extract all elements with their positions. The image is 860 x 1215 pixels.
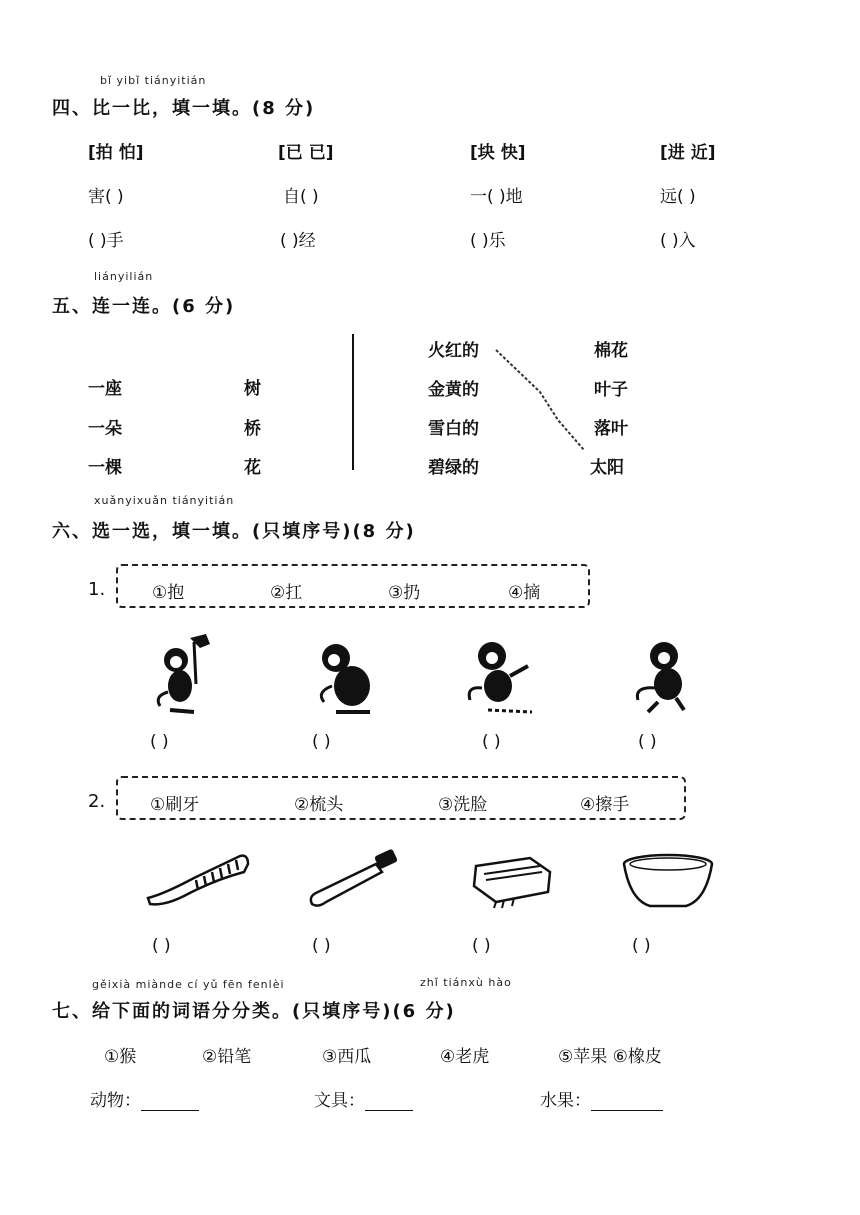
monkey-throwing-icon <box>462 636 542 716</box>
s4-row1-3[interactable]: 一( )地 <box>470 187 523 207</box>
s7-category-animal <box>90 1086 199 1111</box>
s5-right-item-2[interactable]: 金黄的 <box>428 380 479 400</box>
section6-title: 六、选一选，填一填。(只填序号)(8 分) <box>52 521 416 542</box>
s7-category-stationery <box>314 1086 413 1111</box>
s6-q1-option-1: ①抱 <box>152 583 185 603</box>
s5-left-item-3[interactable]: 一棵 <box>88 458 122 478</box>
section5-pinyin: liányilián <box>94 270 154 283</box>
s5-left-item-2[interactable]: 一朵 <box>88 419 122 439</box>
s5-right-target-2[interactable]: 叶子 <box>594 380 628 400</box>
washbasin-icon <box>620 852 716 910</box>
s6-q1-answer-3[interactable]: ( ) <box>482 732 501 752</box>
comb-icon <box>144 850 250 906</box>
monkey-carrying-icon <box>312 636 382 716</box>
s6-q2-option-3: ③洗脸 <box>438 795 488 815</box>
section5-title: 五、连一连。(6 分) <box>52 296 236 317</box>
s6-q1-option-4: ④摘 <box>508 583 541 603</box>
s6-q2-option-4: ④擦手 <box>580 795 630 815</box>
s7-category-stationery-label: 文具： <box>314 1091 365 1111</box>
s6-q2-option-1: ①刷牙 <box>150 795 200 815</box>
s4-row2-2[interactable]: ( )经 <box>280 231 316 251</box>
s7-word-5: ⑤苹果 ⑥橡皮 <box>558 1047 662 1067</box>
s6-q2-answer-2[interactable]: ( ) <box>312 936 331 956</box>
s7-stationery-blank[interactable] <box>365 1092 413 1111</box>
s6-q2-option-2: ②梳头 <box>294 795 344 815</box>
s4-pair-4: [进 近] <box>660 143 716 163</box>
s7-word-3: ③西瓜 <box>322 1047 372 1067</box>
s4-row1-4[interactable]: 远( ) <box>660 187 696 207</box>
s6-q2-answer-1[interactable]: ( ) <box>152 936 171 956</box>
s6-q2-answer-3[interactable]: ( ) <box>472 936 491 956</box>
s7-animal-blank[interactable] <box>141 1092 199 1111</box>
s6-q1-option-3: ③扔 <box>388 583 421 603</box>
s6-q1-option-2: ②扛 <box>270 583 303 603</box>
s5-right-item-1[interactable]: 火红的 <box>428 341 479 361</box>
s7-fruit-blank[interactable] <box>591 1092 663 1111</box>
s5-right-item-4[interactable]: 碧绿的 <box>428 458 479 478</box>
s5-left-target-2[interactable]: 桥 <box>244 419 261 439</box>
s7-category-fruit-label: 水果： <box>540 1091 591 1111</box>
section7-pinyin-2: zhǐ tiánxù hào <box>420 976 512 989</box>
s6-q2-number: 2. <box>88 791 106 812</box>
toothbrush-icon <box>306 850 402 910</box>
s5-right-target-1[interactable]: 棉花 <box>594 341 628 361</box>
s7-category-animal-label: 动物： <box>90 1091 141 1111</box>
s6-q1-answer-4[interactable]: ( ) <box>638 732 657 752</box>
s5-left-item-1[interactable]: 一座 <box>88 379 122 399</box>
s7-category-fruit <box>540 1086 663 1111</box>
section4-title: 四、比一比，填一填。(8 分) <box>52 98 316 119</box>
s4-row1-2[interactable]: 自( ) <box>283 187 319 207</box>
monkey-picking-icon <box>150 634 220 716</box>
s5-left-target-1[interactable]: 树 <box>244 379 261 399</box>
s6-q1-answer-1[interactable]: ( ) <box>150 732 169 752</box>
s4-row2-1[interactable]: ( )手 <box>88 231 124 251</box>
s5-right-item-3[interactable]: 雪白的 <box>428 419 479 439</box>
s4-row2-4[interactable]: ( )入 <box>660 231 696 251</box>
s4-pair-1: [拍 怕] <box>88 143 144 163</box>
s5-right-target-3[interactable]: 落叶 <box>594 419 628 439</box>
s4-row2-3[interactable]: ( )乐 <box>470 231 506 251</box>
s6-q1-number: 1. <box>88 579 106 600</box>
s5-right-target-4[interactable]: 太阳 <box>590 458 624 478</box>
s7-word-2: ②铅笔 <box>202 1047 252 1067</box>
s5-left-target-3[interactable]: 花 <box>244 458 261 478</box>
s7-word-4: ④老虎 <box>440 1047 490 1067</box>
s6-q2-answer-4[interactable]: ( ) <box>632 936 651 956</box>
section4-pinyin: bǐ yibǐ tiányitián <box>100 74 207 87</box>
s4-pair-3: [块 快] <box>470 143 526 163</box>
s4-pair-2: [已 已] <box>278 143 334 163</box>
section6-pinyin: xuǎnyixuǎn tiányitián <box>94 494 235 507</box>
s7-word-1: ①猴 <box>104 1047 137 1067</box>
s6-q1-answer-2[interactable]: ( ) <box>312 732 331 752</box>
s4-row1-1[interactable]: 害( ) <box>88 187 124 207</box>
section7-pinyin: gěixià miànde cí yǔ fēn fenlèi <box>92 978 285 991</box>
monkey-holding-icon <box>628 636 698 716</box>
section7-title: 七、给下面的词语分分类。(只填序号)(6 分) <box>52 1001 456 1022</box>
towel-icon <box>470 852 556 910</box>
